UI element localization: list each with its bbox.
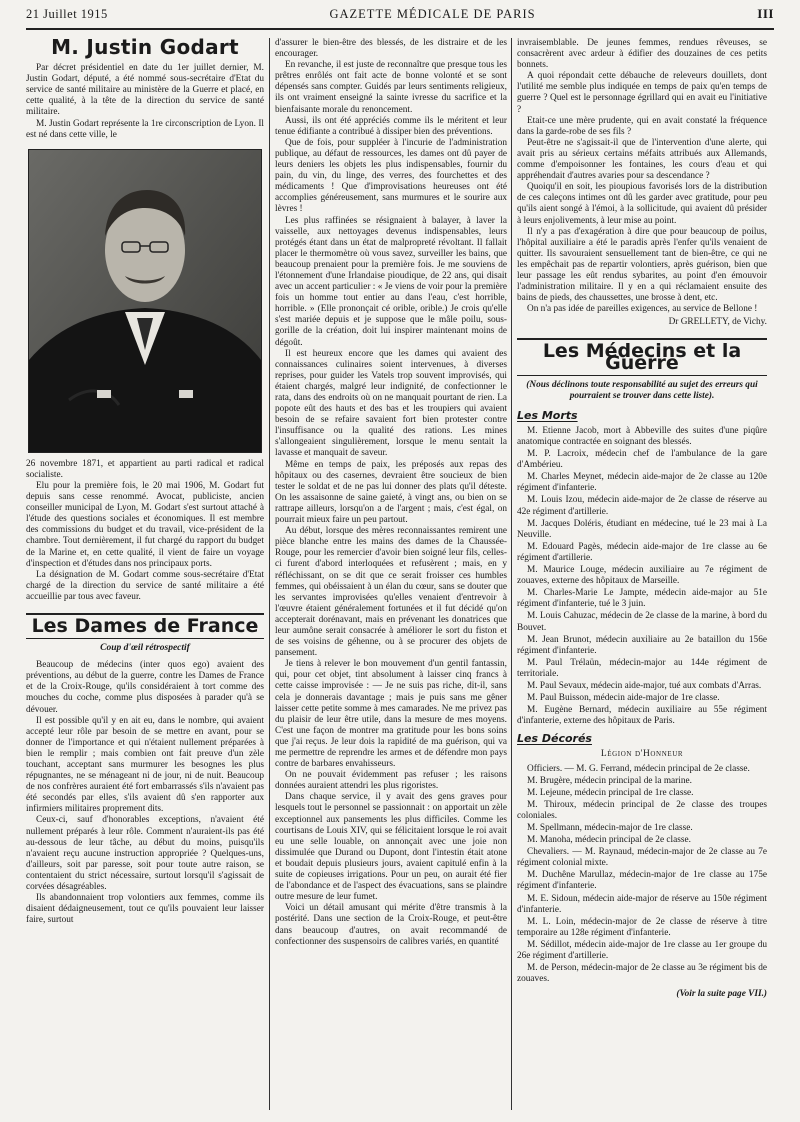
dames-paragraph: Aussi, ils ont été appréciés comme ils le méritent et leur tenue édifiante a contribué à dissiper bien des préventions.	[275, 115, 507, 137]
godart-paragraph: La désignation de M. Godart comme sous-secrétaire d'Etat chargé de la direction du service de santé militaire a été accueillie par tous avec faveur.	[26, 569, 264, 602]
dames-paragraph: A quoi répondait cette débauche de releveurs douillets, dont l'utilité me semble plus indiquée en temps de paix qu'en temps de guerre ? Quel est le personnage égrillard qui en avait eu l'initiative ?	[517, 71, 767, 115]
morts-entry: M. Paul Buisson, médecin aide-major de 1re classe.	[527, 693, 720, 704]
decores-entry: M. Sédillot, médecin aide-major de 1re classe au 1er groupe du 26e régiment d'artillerie.	[517, 939, 767, 962]
morts-entry: M. Jacques Doléris, étudiant en médecine, tué le 23 mai à La Neuville.	[517, 518, 767, 540]
decores-entry: M. de Person, médecin-major de 2e classe au 3e régiment bis de zouaves.	[517, 963, 767, 985]
dames-paragraph: Voici un détail amusant qui mérite d'être transmis à la postérité. Dans une section de la Croix-Rouge, et peut-être dans beaucoup d'autres, on avait recommandé de confectionner des suspensoirs de calibres variés, en quantité	[275, 903, 507, 947]
dames-paragraph: Il est possible qu'il y en ait eu, dans le nombre, qui avaient accepté leur rôle par besoin de se mettre en avant, pour se donner de l'importance et qui n'étaient nullement préparées à bien le remplir ; mais combien ont fait preuve d'un zèle touchant, acceptant sans murmurer les besognes les plus répugnantes, ne se ménageant ni de jour, ni de nuit. Beaucoup de nos confrères auraient été fort embarrassés s'ils n'avaient pas été secondés par elles, s'ils avaient dû s'en rapporter aux infirmiers militaires proprement dits.	[26, 715, 264, 815]
column-1	[26, 38, 264, 1118]
page-number: III	[757, 6, 774, 21]
morts-entry: M. Maurice Louge, médecin auxiliaire au 7e régiment de zouaves, externe des hôpitaux de Marseille.	[517, 565, 767, 587]
portrait-image	[29, 150, 261, 452]
morts-entry: M. Edouard Pagès, médecin aide-major de 1re classe au 6e régiment d'artillerie.	[517, 541, 767, 563]
decores-entry: M. E. Sidoun, médecin aide-major de réserve au 150e régiment d'infanterie.	[517, 893, 767, 915]
godart-title: M. Justin Godart	[51, 38, 239, 59]
column-2	[275, 38, 507, 1118]
morts-list	[517, 426, 767, 727]
decores-entry: M. Lejeune, médecin principal de 1re classe.	[527, 787, 694, 798]
morts-heading: Les Morts	[517, 408, 578, 422]
decores-list	[517, 764, 767, 986]
morts-entry: M. P. Lacroix, médecin chef de l'ambulance de la gare d'Ambérieu.	[517, 449, 767, 471]
decores-entry: Officiers. — M. G. Ferrand, médecin principal de 2e classe.	[527, 763, 750, 774]
dames-paragraph: Etait-ce une mère prudente, qui en avait constaté la fréquence dans la garde-robe de ses fils ?	[517, 115, 767, 137]
dames-paragraph: Quoiqu'il en soit, les pioupious favorisés lors de la distribution de ces caleçons intimes ont dû les garder avec gratitude, pour peu qu'ils aient songé à l'émoi, à la sollicitude, qui avaient dû présider à leurs enjolivements, à leur mise au point.	[517, 182, 767, 226]
dames-paragraph: Il n'y a pas d'exagération à dire que pour beaucoup de poilus, l'hôpital auxiliaire a été le paradis après l'enfer qu'ils venaient de quitter. Ils savouraient sensuellement tant de bien-être, ce qui ne les empêchait pas de repartir volontiers, après guérison, bien que leur passage les eût rendus sybarites, au point d'en émouvoir l'administration militaire. Il y en a qui réclamaient ensuite des bains de pieds, des chaussettes, une brosse à dent, etc.	[517, 226, 767, 304]
dames-paragraph: Les plus raffinées se résignaient à balayer, à laver la vaisselle, aux nettoyages devenus indispensables, leurs protégés étant dans un état de malpropreté révoltant. Il fallait placer le thermomètre où vous savez, surveiller les bains, que beaucoup prenaient pour la première fois. Je me souviens de l'étonnement d'une Irlandaise pioudique, de 22 ans, qui disait avec un accent particulier : « Je viens de voir pour la première fois un homme tout entier au dans l'eau, c'est horrible, horrible. » (Elle prononçait cé orible, orible.) Je crois qu'elle s'est mariée depuis et je suppose que le mâle poilu, sous-gorille de la création, doit lui inspirer maintenant moins de dégoût.	[275, 215, 507, 348]
dames-paragraph: Ceux-ci, sauf d'honorables exceptions, n'avaient été nullement préparés à leur rôle. Comment n'auraient-ils pas été au-dessous de leur tâche, au début du moins, puisqu'ils n'avaient reçu aucune instruction appropriée ? Quelques-uns, d'ailleurs, soit par paresse, soit pour toute autre raison, se contentaient du strict nécessaire, surtout lorsqu'il s'agissait de corvées désagréables.	[26, 815, 264, 893]
dames-paragraph: Même en temps de paix, les préposés aux repas des hôpitaux ou des casernes, devraient être soucieux de bien tester le soldat et de ne pas lui donner des plats qu'il déteste. On les assaisonne de saine gaieté, à vingt ans, ou bien on se rattrape ailleurs, lorsqu'on a de l'argent ; mais, c'est égal, on pourrait mieux faire un peu partout.	[275, 459, 507, 526]
running-head	[26, 0, 774, 30]
morts-entry: M. Louis Cahuzac, médecin de 2e classe de la marine, à bord du Bouvet.	[517, 611, 767, 633]
godart-paragraph: M. Justin Godart représente la 1re circonscription de Lyon. Il est né dans cette ville, le	[26, 118, 264, 140]
dames-paragraph: d'assurer le bien-être des blessés, de les distraire et de les encourager.	[275, 38, 507, 60]
medecins-title: Les Médecins et la Guerre	[517, 338, 767, 375]
portrait-photo	[28, 149, 262, 453]
dames-paragraph: Que de fois, pour suppléer à l'incurie de l'administration publique, au défaut de ressources, les dames ont dû payer de leurs deniers les objets les plus indispensables, fournir du pain, du vin, du linge, des verres, des fourchettes et des médicaments ! Que d'improvisations heureuses ont été accomplies généreusement, sans murmures et le sourire aux lèvres !	[275, 137, 507, 215]
column-rule-1	[269, 38, 270, 1110]
dames-paragraph: Ils abandonnaient trop volontiers aux femmes, comme ils disaient dédaigneusement, tout ce qu'ils pouvaient leur laisser faire, surtout	[26, 893, 264, 926]
godart-paragraph: Par décret présidentiel en date du 1er juillet dernier, M. Justin Godart, député, a été nommé sous-secrétaire d'Etat du service de santé militaire au ministère de la Guerre et placé, en cette qualité, à la tête de la direction du service de santé militaire.	[26, 63, 264, 118]
dames-paragraph: On n'a pas idée de pareilles exigences, au service de Bellone !	[527, 304, 758, 315]
dames-paragraph: invraisemblable. De jeunes femmes, rendues rêveuses, se consacrèrent avec ardeur à édifier des douzaines de ces petits bonnets.	[517, 38, 767, 71]
journal-name: GAZETTE MÉDICALE DE PARIS	[329, 6, 536, 21]
decores-entry: M. Brugère, médecin principal de la marine.	[527, 775, 692, 786]
morts-entry: M. Paul Trélaün, médecin-major au 144e régiment de territoriale.	[517, 657, 767, 679]
decores-entry: M. L. Loin, médecin-major de 2e classe de réserve à titre temporaire au 128e régiment d'infanterie.	[517, 916, 767, 938]
legion-heading: Légion d'Honneur	[600, 749, 684, 760]
morts-entry: M. Eugène Bernard, médecin auxiliaire au 55e régiment d'infanterie, externe des hôpitaux de Paris.	[517, 705, 767, 727]
dames-paragraph: Beaucoup de médecins (inter quos ego) avaient des préventions, au début de la guerre, contre les Dames de France et de la Croix-Rouge, qu'ils considéraient à tort comme des mouches du coche, comme plus disposées à parader qu'à se dévouer.	[26, 660, 264, 715]
dames-paragraph: Dans chaque service, il y avait des gens graves pour lesquels tout le personnel se passionnait : on apportait un zèle exceptionnel aux pansements les plus difficiles. Comme les courtisans de Louis XIV, qui se félicitaient lorsque le roi avait eu une selle louable, on annonçait avec une joie non dissimulée que Durand ou Dupont, dont l'intestin était atone et boudait depuis plusieurs jours, avaient capitulé enfin à la suite de copieuses irrigations. Pour un peu, on aurait été fier de l'abondance et de l'aspect des évacuations, sans se plaindre outre mesure de leur fumet.	[275, 792, 507, 903]
decores-entry: Chevaliers. — M. Raynaud, médecin-major de 2e classe au 7e régiment colonial mixte.	[517, 847, 767, 869]
disclaimer-notice: (Nous déclinons toute responsabilité au sujet des erreurs qui pourraient se trouver dans cette liste).	[526, 379, 758, 401]
morts-entry: M. Charles Meynet, médecin aide-major de 2e classe au 120e régiment d'infanterie.	[517, 472, 767, 494]
morts-entry: M. Charles-Marie Le Jampte, médecin aide-major au 51e régiment d'infanterie, tué le 3 juin.	[517, 588, 767, 610]
decores-entry: M. Manoha, médecin principal de 2e classe.	[527, 835, 691, 846]
morts-entry: M. Louis Izou, médecin aide-major de 2e classe de réserve au 42e régiment d'artillerie.	[517, 495, 767, 517]
dames-paragraph: Au début, lorsque des mères reconnaissantes remirent une pièce blanche entre les mains des dames de la Chaussée-Rouge, pour les remercier d'avoir bien soigné leur fils, celles-ci furent d'abord interloquées et refusèrent ; mais, en y réfléchissant, on se dit que ce serait froisser ces humbles femmes, qui obéissaient à un élan du cœur, sans se douter que les servantes improvisées qu'elles venaient d'entrevoir à l'œuvre étaient généralement fortunées et il fut décidé qu'on accepterait dorénavant, mais en prévenant les donatrices que leur aumône serait consacrée à améliorer le sort du fiston et de ses voisins de géhenne, ou à se procurer des objets de pansement.	[275, 526, 507, 659]
morts-entry: M. Paul Sevaux, médecin aide-major, tué aux combats d'Arras.	[527, 680, 762, 691]
godart-paragraph: Elu pour la première fois, le 20 mai 1906, M. Godart fut depuis sans cesse renommé. Avocat, publiciste, ancien conseiller municipal de Lyon, M. Godart s'est surtout attaché à l'étude des questions sociales et économiques. Il est membre des commissions du budget et du travail, vice-président de la chambre. Tout dernièrement, il fut chargé du rapport du budget de la Marine et, en cette qualité, il vient de faire un voyage d'inspection et d'études dans nos principaux ports.	[26, 480, 264, 569]
dames-paragraph: En revanche, il est juste de reconnaître que presque tous les prêtres enrôlés ont fait acte de bonne volonté et se sont dépensés sans compter. Guidés par leurs sentiments religieux, ils ont vraiment enseigné la sainte ivresse du sacrifice et la bienfaisante morale du renoncement.	[275, 60, 507, 115]
decores-heading: Les Décorés	[517, 732, 592, 746]
dames-paragraph: Je tiens à relever le bon mouvement d'un gentil fantassin, qui, pour cet objet, tint absolument à laisser cinq francs à cette caisse improvisée : — Je ne suis pas riche, dit-il, sans cela je donnerais davantage ; mais je puis sans me gêner laisser cette petite somme à mes camarades. Ne me privez pas du plaisir de leur être utile, dans la mesure de mes moyens. C'est une façon de montrer ma gratitude pour les bons soins que j'ai reçus. Je leur dois la rapidité de ma guérison, qui va me permettre de reprendre les armes et de défendre mon pays contre de barbares envahisseurs.	[275, 659, 507, 770]
column-3	[517, 38, 767, 1118]
decores-entry: M. Thiroux, médecin principal de 2e classe des troupes coloniales.	[517, 799, 767, 821]
dames-paragraph: On ne pouvait évidemment pas refuser ; les raisons données auraient attendri les plus rigoristes.	[275, 770, 507, 792]
dames-title: Les Dames de France	[26, 613, 264, 639]
dames-subtitle: Coup d'œil rétrospectif	[100, 643, 190, 654]
author-signature: Dr GRELLETY, de Vichy.	[668, 317, 767, 328]
issue-date: 21 Juillet 1915	[26, 6, 108, 21]
decores-entry: M. Duchêne Marullaz, médecin-major de 1re classe au 175e régiment d'infanterie.	[517, 870, 767, 892]
morts-entry: M. Etienne Jacob, mort à Abbeville des suites d'une piqûre anatomique contractée en soignant des blessés.	[517, 425, 767, 447]
dames-paragraph: Peut-être ne s'agissait-il que de l'intervention d'une alerte, qui avait pris au sérieux certains méfaits attribués aux Allemands, comme d'empoisonner les fontaines, les cours d'eau et qui appréhendait d'autres avaries pour sa descendance ?	[517, 137, 767, 182]
godart-paragraph: 26 novembre 1871, et appartient au parti radical et radical socialiste.	[26, 458, 264, 480]
morts-entry: M. Jean Brunot, médecin auxiliaire au 2e bataillon du 156e régiment d'infanterie.	[517, 634, 767, 656]
continued-link[interactable]: (Voir la suite page VII.)	[676, 989, 767, 1000]
column-rule-2	[511, 38, 512, 1110]
dames-paragraph: Il est heureux encore que les dames qui avaient des connaissances culinaires soient intervenues, à diverses reprises, pour guider les Vatels trop souvent improvisés, qui étaient chargés, malgré leur indignité, de confectionner le rata, dans des endroits où on ne manquait pourtant de rien. La popote eût des hauts et des bas et les troupiers qui avaient besoin de se refaire savaient fort bien protester contre l'insuffisance ou la qualité des rations. Les mines s'allongeaient singulièrement, lorsque le menu sentait la lavasse et manquait de saveur.	[275, 348, 507, 459]
decores-entry: M. Spellmann, médecin-major de 1re classe.	[527, 823, 693, 833]
